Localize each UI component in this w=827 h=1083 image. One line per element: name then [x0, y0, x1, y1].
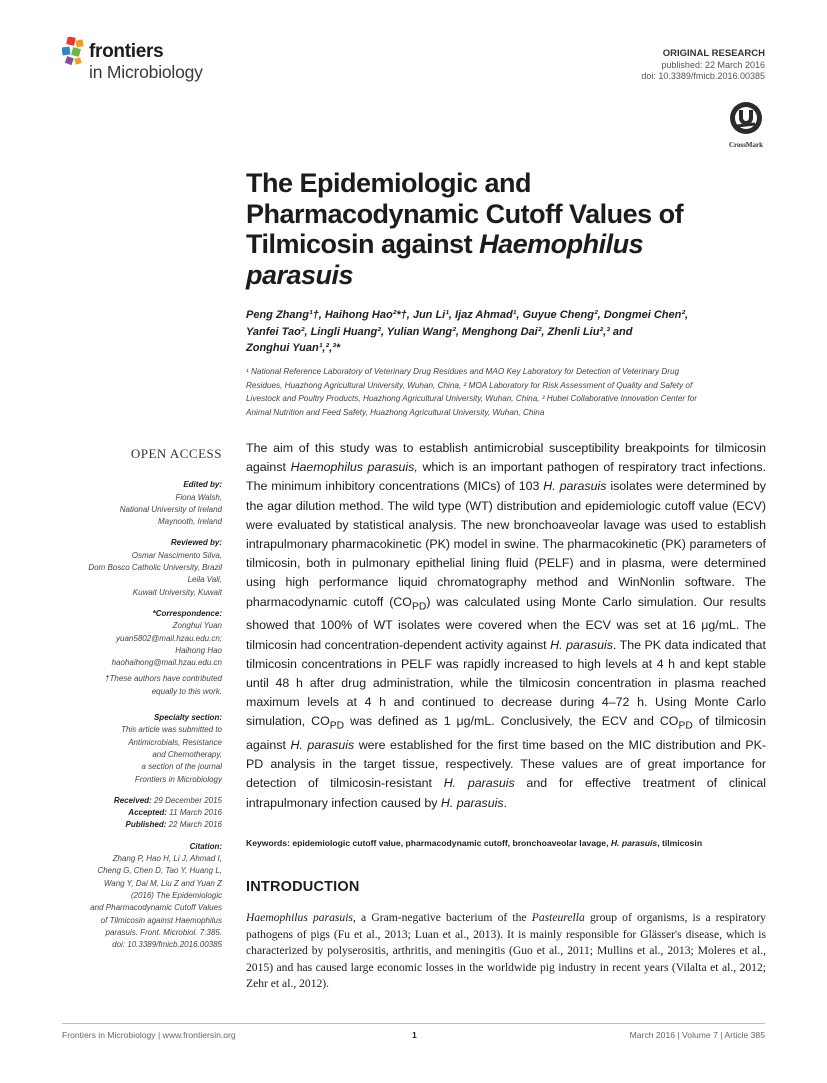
- correspondence-heading: *Correspondence:: [152, 608, 222, 618]
- sidebar-line: National University of Ireland: [119, 504, 222, 514]
- citation-doi[interactable]: doi: 10.3389/fmicb.2016.00385: [112, 940, 222, 950]
- sidebar-line: Haihong Hao: [175, 645, 222, 655]
- article-sidebar: [60, 448, 222, 951]
- sidebar-line: parasuis. Front. Microbiol. 7:385.: [105, 927, 222, 937]
- citation-heading: Citation:: [189, 841, 222, 851]
- author-line: Zonghui Yuan¹,²,³*: [246, 342, 341, 354]
- author-list: [246, 307, 766, 357]
- sidebar-line: Cheng G, Chen D, Tao Y, Huang L,: [97, 866, 222, 876]
- abstract: The aim of this study was to establish antimicrobial susceptibility breakpoints for tilmicosin against Haemophilus parasuis, which is an important pathogen of respiratory tract infections. The minimum inhibitory concentrations (MICs) of 103 H. parasuis isolates were determined by the agar dilution method. The wild type (WT) distribution and epidemiologic cutoff value (ECV) were evaluated by statistical analysis. The new bronchoaveolar lavage was used to establish intrapulmonary pharmacokinetic (PK) model in swine. The pharmacokinetic (PK) parameters of tilmicosin, both in pulmonary epithelial lining fluid (PELF) and in plasma, were determined using high performance liquid chromatography method and WinNonlin software. The pharmacodynamic cutoff $(CO_{PD})$ was calculated using Monte Carlo simulation. Our results showed that 100% of WT isolates were covered when the ECV was set at 16 μg/mL. The tilmicosin had concentration-dependent activity against H. parasuis. The PK data indicated that tilmicosin concentrations in PELF was rapidly increased to high levels at 4 h and kept stable until 48 h after drug administration, while the tilmicosin concentration in plasma reached maximum levels at 4 h and continued to decrease during 4–72 h. Using Monte Carlo simulation, $CO_{PD}$ was defined as 1 μg/mL. Conclusively, the ECV and $CO_{PD}$ of tilmicosin against H. parasuis were established for the first time based on the MIC distribution and PK-PD analysis in the target tissue, respectively. These values are of great importance for detection of tilmicosin-resistant H. parasuis and for effective treatment of clinical intrapulmonary infection caused by H. parasuis.: [246, 441, 767, 810]
- correspondence-email[interactable]: yuan5802@mail.hzau.edu.cn;: [116, 633, 222, 643]
- crossmark-label: CrossMark: [728, 141, 764, 149]
- logo-name: frontiers: [89, 41, 164, 62]
- edited-heading: Edited by:: [183, 480, 222, 490]
- crossmark-icon: [729, 101, 763, 135]
- sidebar-line: equally to this work.: [151, 686, 222, 696]
- sidebar-line: Leila Vali,: [187, 575, 222, 585]
- sidebar-line: Fiona Walsh,: [175, 492, 222, 502]
- affiliation-line: Animal Nutrition and Feed Safety, Huazhong Agricultural University, Wuhan, China: [246, 407, 545, 417]
- introduction-heading: INTRODUCTION: [246, 879, 360, 895]
- sidebar-line: and Pharmacodynamic Cutoff Values: [90, 903, 222, 913]
- affiliation-line: ¹ National Reference Laboratory of Veterinary Drug Residues and MAO Key Laboratory for Detection of Veterinary Drug: [246, 367, 680, 376]
- sidebar-line: Osmar Nascimento Silva,: [131, 550, 222, 560]
- footer-issue: March 2016 | Volume 7 | Article 385: [629, 1030, 765, 1040]
- sidebar-line: Zhang P, Hao H, Li J, Ahmad I,: [112, 854, 222, 864]
- article-doi[interactable]: doi: 10.3389/fmicb.2016.00385: [641, 71, 765, 81]
- affiliations: [246, 365, 766, 419]
- page-number: 1: [412, 1030, 417, 1040]
- affiliation-line: Residues, Huazhong Agricultural University, Wuhan, China, ² MOA Laboratory for Risk Assessment of Quality and Safety of: [246, 380, 693, 390]
- received-date: Received: 29 December 2015: [113, 795, 222, 805]
- title-text: The Epidemiologic and Pharmacodynamic Cutoff Values of Tilmicosin against: [246, 168, 684, 259]
- sidebar-line: Antimicrobials, Resistance: [128, 737, 222, 747]
- sidebar-line: (2016) The Epidemiologic: [130, 890, 222, 900]
- published-date-sidebar: Published: 22 March 2016: [125, 820, 222, 830]
- sidebar-line: This article was submitted to: [121, 725, 222, 735]
- article-title: [246, 168, 746, 290]
- sidebar-line: and Chemotherapy,: [152, 749, 222, 759]
- introduction-paragraph: Haemophilus parasuis, a Gram-negative bacterium of the Pasteurella group of organisms, is a respiratory pathogens of pigs (Fu et al., 2013; Luan et al., 2013). It is mainly responsible for Glässer's disease, which is characterized by polyserositis, arthritis, and meningitis (Guo et al., 2011; Mullins et al., 2013; Moleres et al., 2015) and has caused large economic losses in the worldwide pig industry in recent years (Vilalta et al., 2012; Zehr et al., 2012).: [246, 911, 766, 990]
- journal-logo[interactable]: [62, 37, 232, 87]
- sidebar-line: Wang Y, Dai M, Liu Z and Yuan Z: [103, 878, 222, 888]
- sidebar-line: a section of the journal: [141, 762, 222, 772]
- sidebar-line: †These authors have contributed: [105, 674, 222, 684]
- published-date: published: 22 March 2016: [661, 59, 765, 70]
- sidebar-line: Dom Bosco Catholic University, Brazil: [88, 563, 222, 573]
- logo-journal: in Microbiology: [89, 62, 203, 82]
- title-species: Haemophilus parasuis: [246, 229, 644, 290]
- article-type: ORIGINAL RESEARCH: [662, 48, 765, 59]
- keywords: Keywords: epidemiologic cutoff value, pharmacodynamic cutoff, bronchoaveolar lavage, H. parasuis, tilmicosin: [246, 838, 703, 848]
- open-access-label: OPEN ACCESS: [130, 446, 222, 461]
- specialty-heading: Specialty section:: [153, 713, 222, 723]
- author-line: Yanfei Tao², Lingli Huang², Yulian Wang², Menghong Dai², Zhenli Liu²,³ and: [246, 325, 633, 338]
- accepted-date: Accepted: 11 March 2016: [128, 808, 222, 818]
- sidebar-line: of Tilmicosin against Haemophilus: [100, 915, 222, 925]
- reviewed-heading: Reviewed by:: [170, 538, 222, 548]
- frontiers-logo-icon: [62, 37, 88, 67]
- article-meta: [641, 48, 765, 83]
- sidebar-line: Maynooth, Ireland: [157, 517, 222, 527]
- affiliation-line: Livestock and Poultry Products, Huazhong Agricultural University, Wuhan, China, ³ Hubei Collaborative Innovation Center for: [246, 394, 697, 404]
- correspondence-email[interactable]: haohaihong@mail.hzau.edu.cn: [111, 658, 222, 668]
- author-line: Peng Zhang¹†, Haihong Hao²*†, Jun Li¹, Ijaz Ahmad¹, Guyue Cheng², Dongmei Chen²,: [246, 309, 689, 321]
- sidebar-line: Zonghui Yuan: [172, 621, 222, 631]
- crossmark-badge[interactable]: [725, 101, 767, 149]
- footer-journal[interactable]: Frontiers in Microbiology | www.frontiersin.org: [62, 1030, 236, 1040]
- sidebar-line: Frontiers in Microbiology: [134, 774, 222, 784]
- footer-divider: [62, 1023, 765, 1024]
- sidebar-line: Kuwait University, Kuwait: [132, 587, 222, 597]
